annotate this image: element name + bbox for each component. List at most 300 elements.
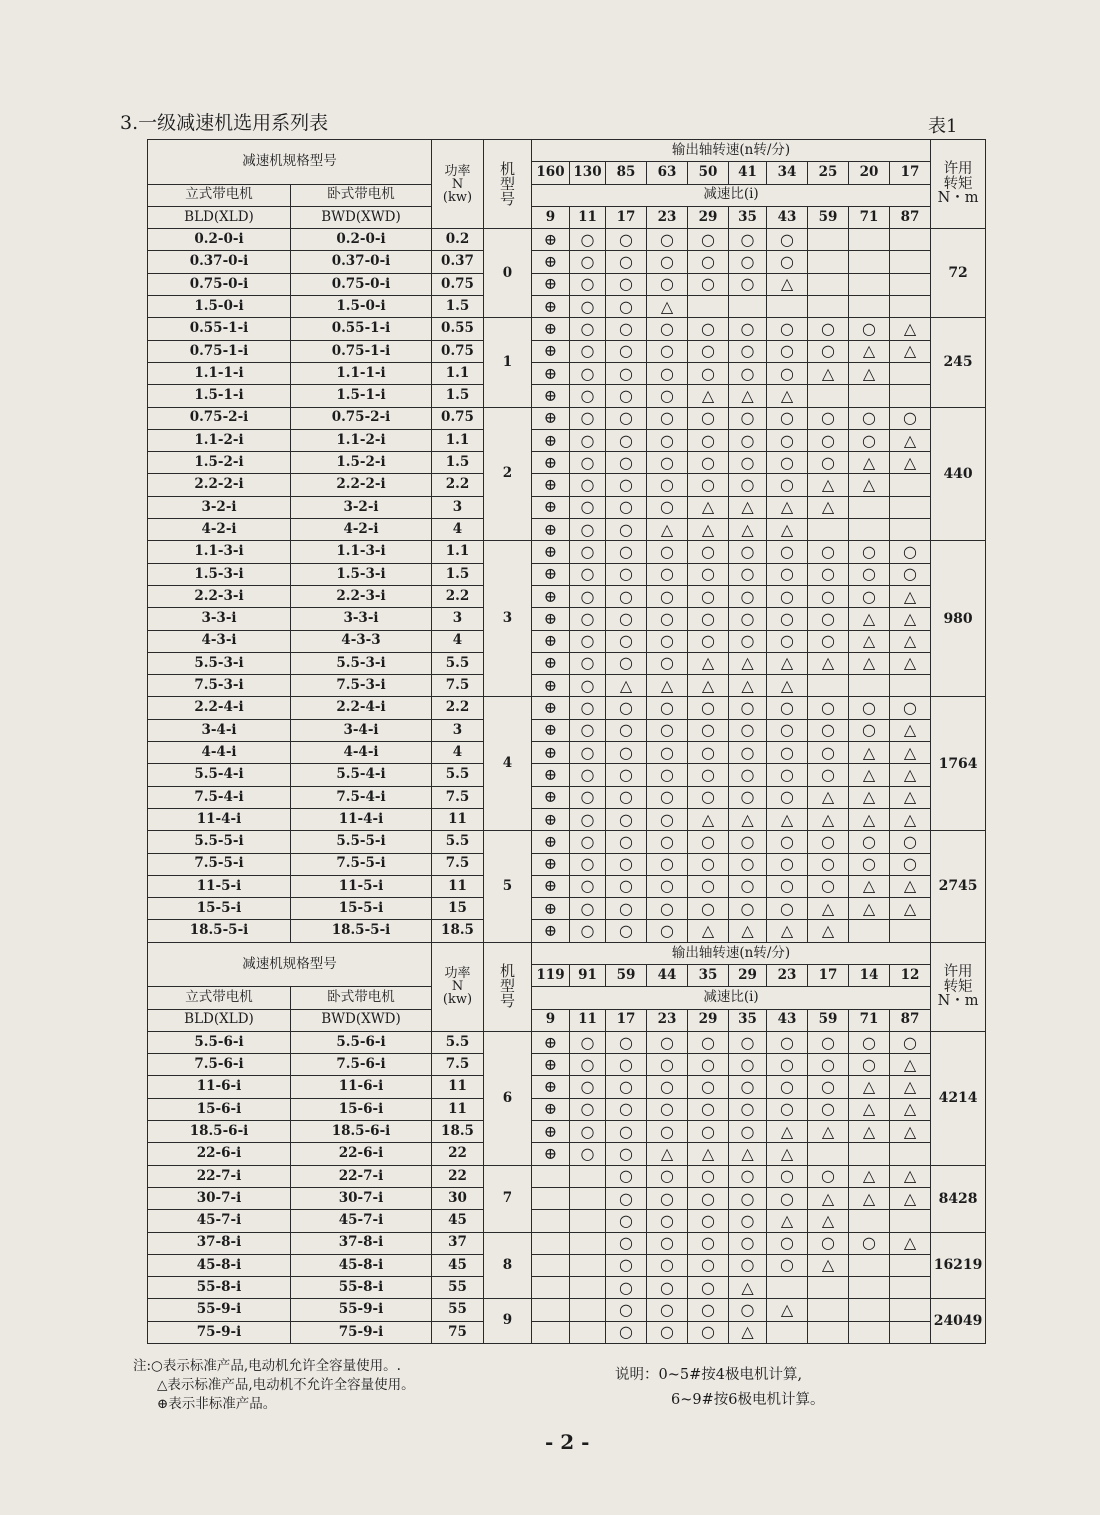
table-row	[148, 563, 986, 585]
table-row	[148, 652, 986, 674]
rating-symbol	[532, 1210, 570, 1232]
rating-symbol: ○	[688, 764, 729, 786]
rating-symbol: ○	[729, 786, 767, 808]
rating-symbol: ○	[808, 340, 849, 362]
speed-value: 119	[532, 964, 570, 986]
table-row	[148, 229, 986, 251]
rating-symbol	[532, 1254, 570, 1276]
model-horizontal: 0.75-1-i	[291, 340, 432, 362]
model-vertical: 1.1-3-i	[148, 541, 291, 563]
rating-symbol: ○	[688, 608, 729, 630]
rating-symbol: ○	[570, 608, 606, 630]
rating-symbol: ○	[688, 251, 729, 273]
rating-symbol: ○	[606, 1232, 647, 1254]
rating-symbol: ⊕	[532, 831, 570, 853]
model-vertical: 3-3-i	[148, 608, 291, 630]
rating-symbol: ○	[570, 853, 606, 875]
rating-symbol: ○	[729, 318, 767, 340]
rating-symbol: ○	[729, 340, 767, 362]
rating-symbol: ⊕	[532, 1143, 570, 1165]
rating-symbol: ○	[647, 652, 688, 674]
ratio-value: 71	[849, 206, 890, 228]
power-value: 55	[432, 1299, 484, 1321]
torque-value: 16219	[931, 1232, 986, 1299]
rating-symbol: ○	[767, 742, 808, 764]
rating-symbol: △	[688, 385, 729, 407]
rating-symbol: ○	[808, 630, 849, 652]
rating-symbol: ○	[849, 407, 890, 429]
model-horizontal: 4-4-i	[291, 742, 432, 764]
rating-symbol: △	[849, 608, 890, 630]
model-vertical: 5.5-4-i	[148, 764, 291, 786]
rating-symbol: ○	[808, 831, 849, 853]
table-row	[148, 340, 986, 362]
rating-symbol: ○	[570, 429, 606, 451]
rating-symbol: ○	[767, 1098, 808, 1120]
document-title: 3.一级减速机选用系列表	[120, 112, 329, 134]
rating-symbol: ⊕	[532, 652, 570, 674]
rating-symbol: ⊕	[532, 229, 570, 251]
rating-symbol: ○	[570, 407, 606, 429]
rating-symbol: △	[890, 429, 931, 451]
speed-value: 35	[688, 964, 729, 986]
model-horizontal: 5.5-5-i	[291, 831, 432, 853]
rating-symbol: △	[767, 273, 808, 295]
frame-number: 0	[484, 229, 532, 318]
rating-symbol: △	[849, 340, 890, 362]
rating-symbol: △	[890, 719, 931, 741]
rating-symbol: △	[688, 496, 729, 518]
rating-symbol: △	[849, 875, 890, 897]
rating-symbol: ○	[570, 496, 606, 518]
table-row	[148, 496, 986, 518]
rating-symbol: ⊕	[532, 1076, 570, 1098]
rating-symbol: ⊕	[532, 764, 570, 786]
rating-symbol: ○	[570, 786, 606, 808]
rating-symbol: ○	[808, 585, 849, 607]
rating-symbol: ○	[606, 1254, 647, 1276]
rating-symbol: ○	[808, 719, 849, 741]
rating-symbol: ○	[570, 318, 606, 340]
rating-symbol	[849, 385, 890, 407]
rating-symbol: ○	[570, 385, 606, 407]
rating-symbol: ○	[647, 742, 688, 764]
power-value: 2.2	[432, 585, 484, 607]
rating-symbol: ○	[606, 719, 647, 741]
rating-symbol: ○	[688, 407, 729, 429]
rating-symbol	[808, 385, 849, 407]
rating-symbol: ⊕	[532, 429, 570, 451]
table-row	[148, 1187, 986, 1209]
model-horizontal: 2.2-4-i	[291, 697, 432, 719]
rating-symbol: ○	[849, 429, 890, 451]
table-row	[148, 541, 986, 563]
header-vertical-code: BLD(XLD)	[148, 206, 291, 228]
rating-symbol: △	[890, 608, 931, 630]
frame-number: 3	[484, 541, 532, 697]
rating-symbol: ○	[767, 898, 808, 920]
rating-symbol: ○	[808, 452, 849, 474]
speed-value: 17	[890, 162, 931, 184]
model-horizontal: 1.1-1-i	[291, 362, 432, 384]
ratio-value: 29	[688, 206, 729, 228]
rating-symbol	[808, 1277, 849, 1299]
rating-symbol: ⊕	[532, 340, 570, 362]
rating-symbol: ○	[767, 1031, 808, 1053]
ratio-value: 87	[890, 206, 931, 228]
rating-symbol: ⊕	[532, 362, 570, 384]
table-body	[148, 140, 986, 1344]
rating-symbol: ○	[808, 764, 849, 786]
rating-symbol: △	[808, 652, 849, 674]
rating-symbol: ⊕	[532, 920, 570, 942]
model-horizontal: 18.5-5-i	[291, 920, 432, 942]
rating-symbol: ○	[808, 1076, 849, 1098]
model-horizontal: 45-7-i	[291, 1210, 432, 1232]
header-torque: 许用 转矩 N・m	[931, 942, 986, 1031]
table-row	[148, 429, 986, 451]
speed-value: 23	[767, 964, 808, 986]
rating-symbol: ○	[570, 563, 606, 585]
rating-symbol: ○	[767, 853, 808, 875]
speed-value: 91	[570, 964, 606, 986]
rating-symbol: ○	[570, 541, 606, 563]
rating-symbol: ○	[729, 251, 767, 273]
rating-symbol: ○	[570, 675, 606, 697]
header-reduction-ratio: 减速比(i)	[532, 987, 931, 1009]
rating-symbol	[849, 251, 890, 273]
rating-symbol: ○	[808, 429, 849, 451]
rating-symbol: ○	[688, 1165, 729, 1187]
rating-symbol: ○	[729, 853, 767, 875]
power-value: 3	[432, 608, 484, 630]
model-horizontal: 7.5-5-i	[291, 853, 432, 875]
power-value: 4	[432, 519, 484, 541]
rating-symbol	[849, 496, 890, 518]
rating-symbol: ○	[688, 541, 729, 563]
model-horizontal: 0.2-0-i	[291, 229, 432, 251]
table-row	[148, 318, 986, 340]
speed-value: 29	[729, 964, 767, 986]
rating-symbol	[570, 1254, 606, 1276]
rating-symbol: ○	[729, 1299, 767, 1321]
rating-symbol: ○	[647, 853, 688, 875]
frame-number: 5	[484, 831, 532, 942]
rating-symbol: △	[729, 1277, 767, 1299]
power-value: 1.5	[432, 563, 484, 585]
rating-symbol	[890, 1210, 931, 1232]
rating-symbol: △	[849, 474, 890, 496]
rating-symbol: ○	[767, 474, 808, 496]
rating-symbol: ○	[570, 296, 606, 318]
rating-symbol: ⊕	[532, 474, 570, 496]
model-horizontal: 1.5-2-i	[291, 452, 432, 474]
rating-symbol: ○	[606, 920, 647, 942]
model-vertical: 7.5-6-i	[148, 1054, 291, 1076]
model-vertical: 7.5-5-i	[148, 853, 291, 875]
rating-symbol: ○	[808, 608, 849, 630]
table-row	[148, 251, 986, 273]
rating-symbol: ○	[570, 719, 606, 741]
rating-symbol: △	[688, 519, 729, 541]
model-horizontal: 37-8-i	[291, 1232, 432, 1254]
legend-notes	[133, 1357, 415, 1414]
rating-symbol: ○	[647, 1277, 688, 1299]
rating-symbol: ○	[606, 1165, 647, 1187]
rating-symbol: △	[890, 742, 931, 764]
table-row	[148, 585, 986, 607]
rating-symbol: △	[849, 1187, 890, 1209]
power-value: 22	[432, 1165, 484, 1187]
rating-symbol: ⊕	[532, 742, 570, 764]
rating-symbol: ○	[688, 340, 729, 362]
rating-symbol: ○	[606, 808, 647, 830]
rating-symbol: △	[767, 385, 808, 407]
rating-symbol: ○	[729, 1232, 767, 1254]
power-value: 55	[432, 1277, 484, 1299]
rating-symbol: ⊕	[532, 875, 570, 897]
model-vertical: 11-5-i	[148, 875, 291, 897]
model-horizontal: 5.5-4-i	[291, 764, 432, 786]
rating-symbol: ○	[647, 541, 688, 563]
speed-value: 63	[647, 162, 688, 184]
rating-symbol: ○	[570, 697, 606, 719]
rating-symbol: △	[647, 1143, 688, 1165]
power-value: 1.5	[432, 385, 484, 407]
rating-symbol: ○	[647, 1121, 688, 1143]
rating-symbol: ○	[890, 697, 931, 719]
rating-symbol: ○	[767, 608, 808, 630]
rating-symbol	[532, 1321, 570, 1343]
model-vertical: 45-8-i	[148, 1254, 291, 1276]
speed-value: 160	[532, 162, 570, 184]
header-power: 功率 N (kw)	[432, 942, 484, 1031]
rating-symbol: ○	[647, 719, 688, 741]
rating-symbol: ○	[647, 1076, 688, 1098]
model-horizontal: 45-8-i	[291, 1254, 432, 1276]
speed-value: 17	[808, 964, 849, 986]
rating-symbol: ⊕	[532, 853, 570, 875]
model-horizontal: 0.75-2-i	[291, 407, 432, 429]
reducer-selection-table	[147, 139, 986, 1344]
model-vertical: 4-2-i	[148, 519, 291, 541]
rating-symbol: ○	[890, 541, 931, 563]
ratio-value: 71	[849, 1009, 890, 1031]
rating-symbol: ⊕	[532, 251, 570, 273]
header-row-speed	[148, 140, 986, 162]
rating-symbol: ○	[688, 452, 729, 474]
rating-symbol: ○	[570, 742, 606, 764]
rating-symbol: ○	[606, 875, 647, 897]
rating-symbol: ○	[606, 519, 647, 541]
frame-number: 9	[484, 1299, 532, 1344]
rating-symbol: ○	[606, 296, 647, 318]
power-value: 1.5	[432, 296, 484, 318]
table-row	[148, 1254, 986, 1276]
rating-symbol: ○	[808, 697, 849, 719]
rating-symbol: ○	[767, 585, 808, 607]
rating-symbol: ○	[570, 229, 606, 251]
rating-symbol: △	[647, 296, 688, 318]
rating-symbol: ○	[647, 608, 688, 630]
rating-symbol: △	[890, 1165, 931, 1187]
torque-value: 4214	[931, 1031, 986, 1165]
ratio-value: 43	[767, 1009, 808, 1031]
table-row	[148, 831, 986, 853]
rating-symbol: ○	[729, 474, 767, 496]
rating-symbol: ○	[606, 318, 647, 340]
model-vertical: 3-2-i	[148, 496, 291, 518]
rating-symbol: ○	[570, 920, 606, 942]
rating-symbol: ○	[606, 407, 647, 429]
rating-symbol: △	[767, 1299, 808, 1321]
rating-symbol: ○	[688, 898, 729, 920]
rating-symbol: △	[890, 764, 931, 786]
frame-number: 2	[484, 407, 532, 541]
rating-symbol: ○	[729, 429, 767, 451]
rating-symbol: ○	[767, 1187, 808, 1209]
rating-symbol: ⊕	[532, 541, 570, 563]
rating-symbol: ⊕	[532, 786, 570, 808]
rating-symbol: △	[890, 630, 931, 652]
rating-symbol	[688, 296, 729, 318]
rating-symbol: ○	[729, 764, 767, 786]
rating-symbol: △	[808, 362, 849, 384]
rating-symbol: ○	[606, 474, 647, 496]
rating-symbol: ○	[890, 563, 931, 585]
rating-symbol: ○	[729, 1076, 767, 1098]
rating-symbol: ○	[767, 630, 808, 652]
rating-symbol: ○	[729, 563, 767, 585]
rating-symbol: ○	[570, 1031, 606, 1053]
rating-symbol: △	[647, 675, 688, 697]
speed-value: 12	[890, 964, 931, 986]
power-value: 3	[432, 719, 484, 741]
rating-symbol	[890, 496, 931, 518]
rating-symbol: ○	[849, 1031, 890, 1053]
rating-symbol: ○	[570, 875, 606, 897]
power-value: 5.5	[432, 831, 484, 853]
rating-symbol: ○	[767, 1232, 808, 1254]
rating-symbol: △	[767, 496, 808, 518]
speed-value: 34	[767, 162, 808, 184]
rating-symbol	[890, 474, 931, 496]
rating-symbol: ○	[570, 630, 606, 652]
rating-symbol: ○	[647, 452, 688, 474]
rating-symbol: △	[808, 920, 849, 942]
model-horizontal: 4-2-i	[291, 519, 432, 541]
rating-symbol: ○	[890, 831, 931, 853]
rating-symbol: ○	[570, 340, 606, 362]
power-value: 1.1	[432, 429, 484, 451]
torque-value: 980	[931, 541, 986, 697]
power-value: 7.5	[432, 853, 484, 875]
rating-symbol: ⊕	[532, 898, 570, 920]
rating-symbol: △	[808, 898, 849, 920]
rating-symbol	[729, 296, 767, 318]
rating-symbol: ○	[606, 1031, 647, 1053]
rating-symbol: ○	[606, 1321, 647, 1343]
model-vertical: 18.5-5-i	[148, 920, 291, 942]
model-vertical: 2.2-2-i	[148, 474, 291, 496]
rating-symbol: ○	[688, 831, 729, 853]
rating-symbol: ○	[647, 362, 688, 384]
model-horizontal: 55-8-i	[291, 1277, 432, 1299]
rating-symbol: ⊕	[532, 519, 570, 541]
rating-symbol: ⊕	[532, 296, 570, 318]
rating-symbol: △	[729, 675, 767, 697]
rating-symbol: ○	[767, 786, 808, 808]
rating-symbol: ○	[688, 1054, 729, 1076]
rating-symbol: △	[890, 318, 931, 340]
rating-symbol: ○	[767, 1165, 808, 1187]
rating-symbol: ○	[688, 1277, 729, 1299]
rating-symbol: ○	[729, 608, 767, 630]
rating-symbol: ⊕	[532, 273, 570, 295]
power-value: 15	[432, 898, 484, 920]
rating-symbol: △	[890, 585, 931, 607]
rating-symbol: ○	[688, 362, 729, 384]
rating-symbol: △	[890, 1076, 931, 1098]
rating-symbol: △	[767, 519, 808, 541]
rating-symbol: △	[606, 675, 647, 697]
table-row	[148, 719, 986, 741]
rating-symbol: ○	[688, 1187, 729, 1209]
rating-symbol: △	[890, 340, 931, 362]
rating-symbol: ○	[606, 1187, 647, 1209]
model-horizontal: 0.55-1-i	[291, 318, 432, 340]
ratio-value: 59	[808, 1009, 849, 1031]
rating-symbol: △	[849, 1121, 890, 1143]
rating-symbol: ○	[688, 697, 729, 719]
rating-symbol: ○	[767, 831, 808, 853]
model-vertical: 37-8-i	[148, 1232, 291, 1254]
power-value: 5.5	[432, 764, 484, 786]
rating-symbol: ○	[849, 541, 890, 563]
rating-symbol: △	[767, 675, 808, 697]
power-value: 0.75	[432, 340, 484, 362]
rating-symbol: ○	[647, 1187, 688, 1209]
model-vertical: 1.5-0-i	[148, 296, 291, 318]
model-vertical: 11-6-i	[148, 1076, 291, 1098]
rating-symbol	[570, 1232, 606, 1254]
table-row	[148, 1165, 986, 1187]
model-horizontal: 5.5-3-i	[291, 652, 432, 674]
rating-symbol: △	[849, 1098, 890, 1120]
note-circled-plus: ⊕表示非标准产品。	[157, 1396, 277, 1412]
rating-symbol	[532, 1299, 570, 1321]
rating-symbol: ⊕	[532, 1031, 570, 1053]
model-horizontal: 22-7-i	[291, 1165, 432, 1187]
rating-symbol: ○	[606, 630, 647, 652]
rating-symbol: △	[849, 630, 890, 652]
rating-symbol: ○	[570, 273, 606, 295]
rating-symbol	[808, 675, 849, 697]
rating-symbol	[532, 1277, 570, 1299]
rating-symbol: ○	[606, 1076, 647, 1098]
rating-symbol: ○	[729, 1165, 767, 1187]
rating-symbol: ○	[647, 563, 688, 585]
model-vertical: 7.5-4-i	[148, 786, 291, 808]
rating-symbol: ○	[688, 1232, 729, 1254]
rating-symbol	[570, 1165, 606, 1187]
rating-symbol: ○	[606, 1054, 647, 1076]
rating-symbol: ○	[606, 541, 647, 563]
rating-symbol: ○	[849, 563, 890, 585]
model-horizontal: 1.1-2-i	[291, 429, 432, 451]
rating-symbol: ○	[570, 1098, 606, 1120]
rating-symbol: ○	[570, 808, 606, 830]
